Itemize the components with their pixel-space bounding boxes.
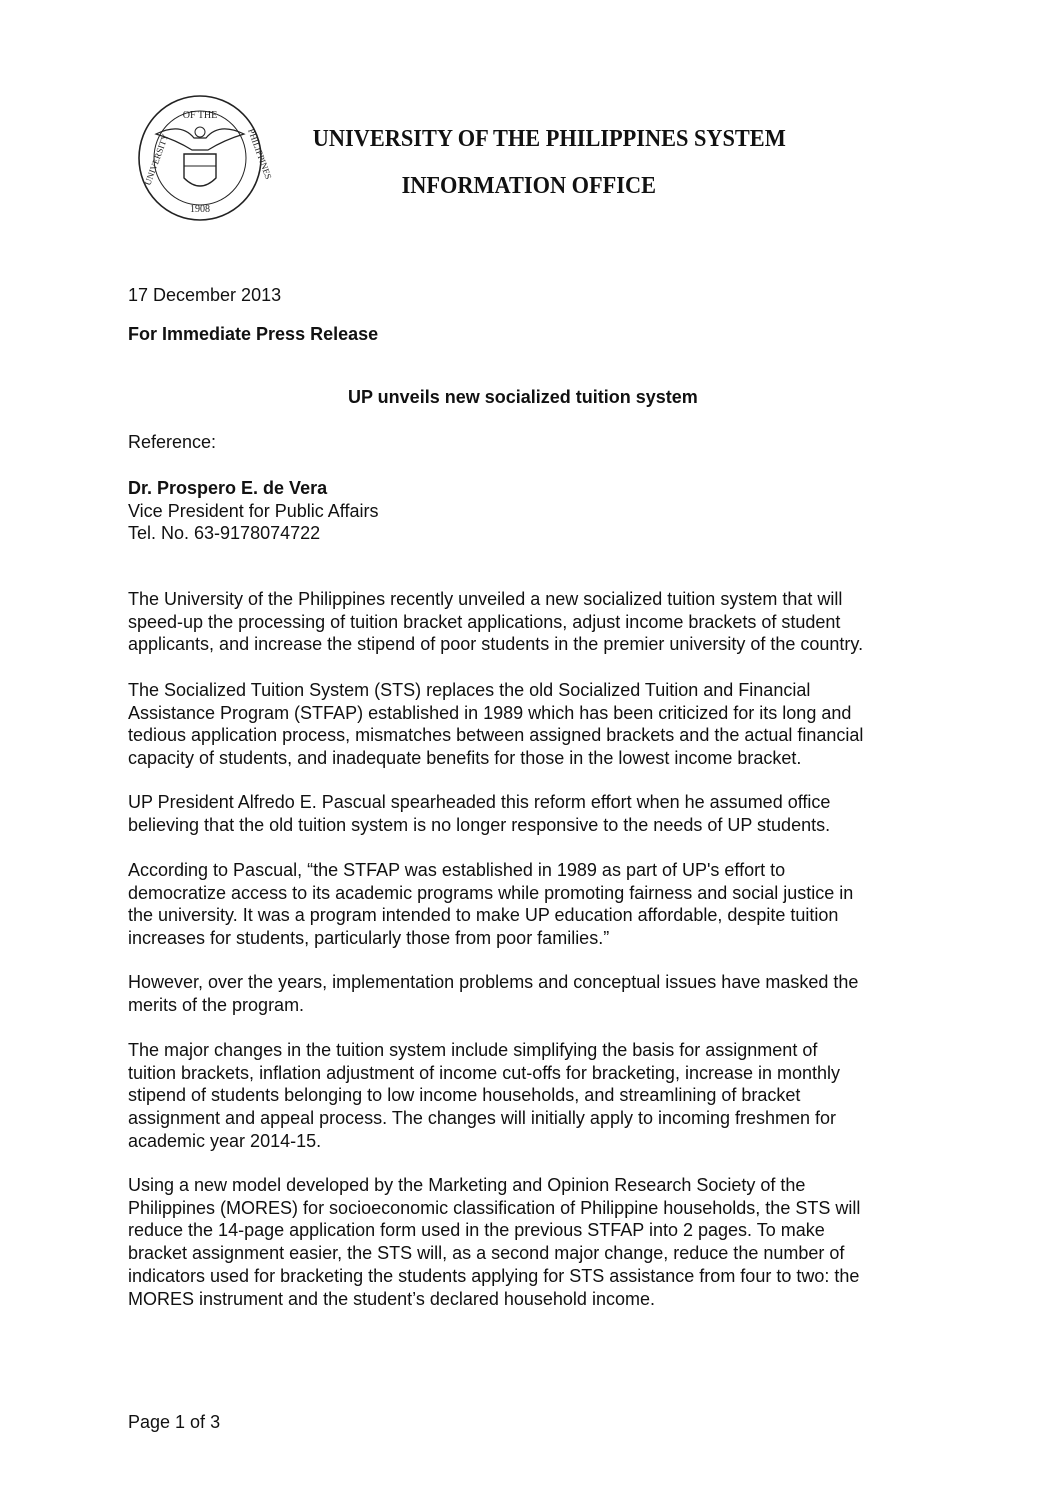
text-line: tedious application process, mismatches between assigned brackets and the actual financial <box>128 725 864 746</box>
text-line: stipend of students belonging to low income households, and streamlining of bracket <box>128 1085 801 1106</box>
text-line: The Socialized Tuition System (STS) replaces the old Socialized Tuition and Financial <box>128 680 811 700</box>
paragraph-6 <box>128 1039 840 1153</box>
text-line: UP President Alfredo E. Pascual spearheaded this reform effort when he assumed office <box>128 792 831 812</box>
text-line: However, over the years, implementation problems and conceptual issues have masked the <box>128 972 859 992</box>
contact-tel: Tel. No. 63-9178074722 <box>128 523 321 544</box>
text-line: Using a new model developed by the Marketing and Opinion Research Society of the <box>128 1175 806 1195</box>
text-line: assignment and appeal process. The changes will initially apply to incoming freshmen for <box>128 1108 837 1129</box>
headline: UP unveils new socialized tuition system <box>348 387 698 407</box>
text-line: tuition brackets, inflation adjustment of income cut-offs for bracketing, increase in monthly <box>128 1062 841 1083</box>
text-line: The University of the Philippines recently unveiled a new socialized tuition system that will <box>128 589 843 609</box>
release-date: 17 December 2013 <box>128 285 282 305</box>
paragraph-4 <box>128 859 853 950</box>
text-line: indicators used for bracketing the students applying for STS assistance from four to two: the <box>128 1265 860 1286</box>
text-line: bracket assignment easier, the STS will, as a second major change, reduce the number of <box>128 1243 845 1264</box>
text-line: the university. It was a program intended to make UP education affordable, despite tuition <box>128 905 839 926</box>
paragraph-2 <box>128 679 863 770</box>
university-seal-logo <box>136 94 274 222</box>
paragraph-3 <box>128 791 830 836</box>
paragraph-5 <box>128 971 858 1016</box>
text-line: Assistance Program (STFAP) established in 1989 which has been criticized for its long and <box>128 702 852 723</box>
organization-title: UNIVERSITY OF THE PHILIPPINES SYSTEM <box>312 126 786 152</box>
text-line: The major changes in the tuition system include simplifying the basis for assignment of <box>128 1040 818 1060</box>
paragraph-7 <box>128 1174 860 1310</box>
text-line: applicants, and increase the stipend of poor students in the premier university of the country. <box>128 634 864 655</box>
text-line: reduce the 14-page application form used in the previous STFAP into 2 pages. To make <box>128 1220 825 1241</box>
text-line: According to Pascual, “the STFAP was established in 1989 as part of UP's effort to <box>128 860 786 880</box>
text-line: increases for students, particularly those from poor families.” <box>128 928 610 949</box>
reference-label: Reference: <box>128 432 217 452</box>
text-line: speed-up the processing of tuition bracket applications, adjust income brackets of student <box>128 611 841 632</box>
text-line: believing that the old tuition system is no longer responsive to the needs of UP students. <box>128 814 831 835</box>
paragraph-1 <box>128 588 863 656</box>
text-line: academic year 2014-15. <box>128 1130 322 1151</box>
svg-text:UNIVERSITY: UNIVERSITY <box>142 132 171 187</box>
text-line: democratize access to its academic programs while promoting fairness and social justice in <box>128 882 854 903</box>
office-subtitle: INFORMATION OFFICE <box>401 173 656 199</box>
contact-block <box>128 477 378 545</box>
page-number: Page 1 of 3 <box>128 1412 221 1432</box>
svg-text:PHILIPPINES: PHILIPPINES <box>246 127 274 181</box>
contact-position: Vice President for Public Affairs <box>128 500 379 521</box>
svg-text:OF THE: OF THE <box>182 110 218 121</box>
text-line: MORES instrument and the student’s declared household income. <box>128 1288 655 1309</box>
contact-name: Dr. Prospero E. de Vera <box>128 478 328 498</box>
text-line: merits of the program. <box>128 994 305 1015</box>
text-line: capacity of students, and inadequate benefits for those in the lowest income bracket. <box>128 748 802 769</box>
svg-text:1908: 1908 <box>190 204 210 215</box>
release-type: For Immediate Press Release <box>128 324 379 344</box>
text-line: Philippines (MORES) for socioeconomic classification of Philippine households, the STS will <box>128 1197 861 1218</box>
